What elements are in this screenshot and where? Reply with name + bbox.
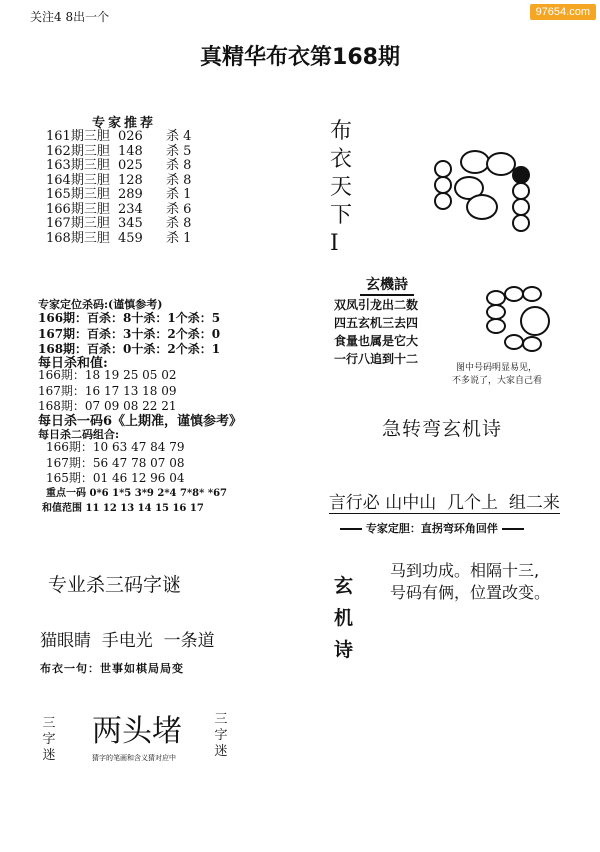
expert-row-nums: 026 [118, 129, 143, 144]
jizhuan-text [318, 468, 560, 513]
sum-range-line: 和值范围 11 12 13 14 15 16 17 [42, 503, 204, 514]
page-title: 真精华布衣第168期 [200, 45, 400, 70]
big-riddle-chars: 两头堵 [92, 714, 182, 749]
expert-row-kill: 杀 8 [166, 172, 192, 188]
expert-row-issue: 162期三胆 [46, 143, 110, 159]
circle-note-line: 不多说了，大家自己看 [452, 376, 543, 386]
daily-sum-row: 168期：07 09 08 22 21 [38, 399, 177, 413]
expert-row-issue: 163期三胆 [46, 158, 110, 173]
position-kill-heading: 专家定位杀码:(谨慎参考) [38, 298, 163, 311]
expert-row-nums: 345 [118, 216, 143, 231]
daily-two-list [46, 440, 185, 487]
daily-two-row: 166期：10 63 47 84 79 [46, 440, 185, 454]
expert-row [46, 130, 206, 145]
expert-row [46, 232, 206, 247]
jizhuan-title: 急转弯玄机诗 [382, 418, 503, 440]
expert-row-nums: 289 [118, 187, 143, 202]
expert-row-issue: 161期三胆 [46, 129, 110, 144]
position-kill-row: 168期：百杀：0十杀：2个杀：1 [38, 342, 221, 356]
expert-row-issue: 165期三胆 [46, 187, 110, 202]
expert-row-kill: 杀 4 [166, 129, 192, 144]
xuanji-line: 食量也属是它大 [334, 334, 419, 348]
expert-row-kill: 杀 1 [166, 187, 192, 202]
poem-line: 马到功成。相隔十三, [390, 561, 540, 580]
riddle-title: 专业杀三码字谜 [48, 574, 182, 596]
bar-line-left [340, 528, 362, 530]
expert-row-nums: 025 [118, 158, 143, 173]
xuanji-poem [334, 296, 418, 368]
expert-row [46, 159, 206, 174]
poem-vertical-title: 玄机诗 [334, 575, 354, 661]
circle-number-figure-2 [484, 286, 564, 356]
position-kill-row: 166期：百杀：8十杀：1个杀：5 [38, 311, 221, 325]
expert-row [46, 188, 206, 203]
riddle-text: 猫眼睛 手电光 一条道 [40, 631, 215, 651]
jizhuan-text-content: 言行必 山中山 几个上 组二来 [328, 493, 560, 513]
circle-note [452, 362, 543, 388]
expert-bar [340, 520, 524, 536]
xuanji-line: 一行八追到十二 [334, 352, 419, 366]
expert-row [46, 203, 206, 218]
xuanji-line: 四五玄机三去四 [334, 316, 419, 330]
expert-row-kill: 杀 8 [166, 158, 192, 173]
expert-row-nums: 128 [118, 172, 143, 188]
expert-row-issue: 167期三胆 [46, 216, 110, 231]
daily-sum-row: 166期：18 19 25 05 02 [38, 368, 177, 382]
expert-row-kill: 杀 8 [166, 216, 192, 231]
site-watermark: 97654.com [530, 4, 596, 20]
big-riddle-note: 猜字的笔画和含义猜对应中 [92, 754, 176, 762]
expert-row-nums: 148 [118, 143, 143, 159]
circle-number-figure [430, 150, 540, 250]
expert-bar-text: 专家定胆：直拐弯环角回伴 [365, 522, 498, 535]
top-note: 关注4 8出一个 [30, 10, 110, 24]
expert-row-kill: 杀 6 [166, 201, 192, 217]
position-kill-row: 167期：百杀：3十杀：2个杀：0 [38, 326, 221, 341]
focus-one-line: 重点一码 0*6 1*5 3*9 2*4 7*8* *67 [46, 488, 227, 499]
buyi-one-line: 布衣一句：世事如棋局局变 [40, 662, 184, 675]
expert-heading: 专家推荐 [92, 116, 157, 131]
circle-note-line: 图中号码明显易见， [456, 363, 538, 373]
expert-row-issue: 164期三胆 [46, 172, 110, 188]
expert-row [46, 217, 206, 232]
daily-two-row: 167期：56 47 78 07 08 [46, 455, 185, 470]
expert-row-kill: 杀 5 [166, 143, 192, 159]
expert-row-issue: 166期三胆 [46, 201, 110, 217]
xuanji-line: 双凤引龙出二数 [334, 298, 419, 312]
daily-one-kill: 每日杀一码6《上期准，谨慎参考》 [38, 414, 243, 429]
expert-row [46, 145, 206, 160]
position-kill-list [38, 311, 220, 358]
expert-list [46, 130, 206, 246]
buyi-vertical-title: 布衣天下Ⅰ [330, 119, 353, 256]
poem-body [390, 560, 550, 604]
expert-row-issue: 168期三胆 [46, 230, 110, 246]
daily-sum-heading: 每日杀和值: [38, 356, 108, 371]
expert-row-nums: 459 [118, 230, 143, 246]
expert-row [46, 174, 206, 189]
poem-line: 号码有俩，位置改变。 [390, 583, 551, 602]
bar-line-right [502, 528, 524, 530]
xuanji-heading: 玄機詩 [360, 274, 414, 296]
expert-row-nums: 234 [118, 201, 143, 217]
daily-two-heading: 每日杀二码组合: [38, 428, 120, 441]
expert-row-kill: 杀 1 [166, 230, 192, 246]
daily-sum-list [38, 368, 177, 415]
daily-sum-row: 167期：16 17 13 18 09 [38, 383, 177, 398]
daily-two-row: 165期：01 46 12 96 04 [46, 471, 185, 485]
right-vertical-label: 三字迷 [214, 712, 228, 759]
left-vertical-label: 三字迷 [42, 716, 56, 763]
